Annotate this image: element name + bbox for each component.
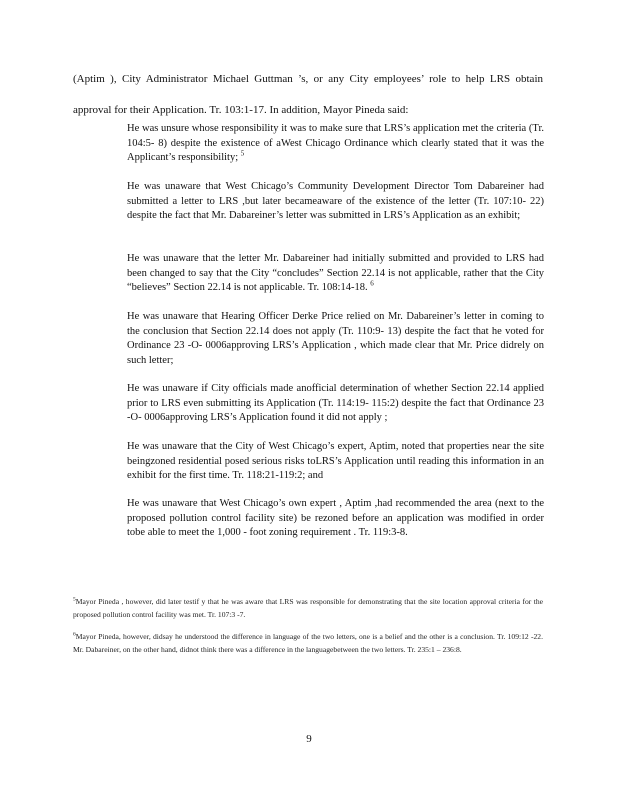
- footnote-text: Mayor Pineda, however, didsay he understood the difference in language of the two letters, one is a belief and the other is a conclusion. Tr. 109:12 -22. Mr. Dabareiner, on the other hand, didnot think there was a difference in the languagebetween the two letters. Tr. 235:1 – 236:8.: [73, 632, 543, 654]
- bullet-icon: [106, 122, 127, 166]
- bullet-text-content: He was unaware that West Chicago’s own expert , Aptim ,had recommended the area (next to the proposed pollution control facility site) be rezoned before an application was modified in order tobe able to meet the 1,000 - foot zoning requirement . Tr. 119:3-8.: [127, 498, 544, 538]
- footnote-text: Mayor Pineda , however, did later testif y that he was aware that LRS was responsible for demonstrating that the site location approval criteria for the proposed pollution control facility was met. Tr. 107:3 -7.: [73, 597, 543, 619]
- bullet-item: [106, 310, 544, 368]
- bullet-icon: [106, 497, 127, 541]
- bullet-text: [127, 497, 544, 541]
- bullet-text: [127, 382, 544, 426]
- footnote: [73, 631, 543, 656]
- footnote-number: 5: [73, 596, 76, 603]
- bullet-text: [127, 252, 544, 296]
- bullet-text: [127, 310, 544, 368]
- bullet-text-content: He was unsure whose responsibility it was to make sure that LRS’s application met the criteria (Tr. 104:5- 8) despite the existence of aWest Chicago Ordinance which clearly stated that it was the Applicant’s responsibility;: [127, 123, 544, 163]
- bullet-item: [106, 252, 544, 296]
- bullet-item: [106, 440, 544, 484]
- bullet-text: [127, 180, 544, 224]
- bullet-icon: [106, 180, 127, 224]
- page-number: 9: [306, 733, 312, 745]
- bullet-text: [127, 122, 544, 166]
- bullet-text-content: He was unaware that the City of West Chicago’s expert, Aptim, noted that properties near the site beingzoned residential posed serious risks toLRS’s Application until reading this information in an exhibit for the first time. Tr. 118:21-119:2; and: [127, 441, 544, 481]
- intro-line-1: (Aptim ), City Administrator Michael Guttman ’s, or any City employees’ role to help LRS obtain: [73, 73, 543, 85]
- bullet-icon: [106, 440, 127, 484]
- footnotes-section: [73, 596, 543, 666]
- bullet-text-content: He was unaware if City officials made anofficial determination of whether Section 22.14 applied prior to LRS even submitting its Application (Tr. 114:19- 115:2) despite the fact that Ordinance 23 -O- 0006approving LRS’s Application found it did not apply ;: [127, 383, 544, 423]
- bullet-item: [106, 180, 544, 224]
- footnote-reference: 5: [240, 149, 245, 158]
- bullet-text-content: He was unaware that the letter Mr. Dabareiner had initially submitted and provided to LRS had been changed to say that the City “concludes” Section 22.14 is not applicable, rather that the City “believes” Section 22.14 is not applicable. Tr. 108:14-18.: [127, 253, 544, 293]
- footnote-number: 6: [73, 631, 76, 638]
- bullet-item: [106, 382, 544, 426]
- bullet-text-content: He was unaware that Hearing Officer Derke Price relied on Mr. Dabareiner’s letter in coming to the conclusion that Section 22.14 does not apply (Tr. 110:9- 13) despite the fact that he voted for Ordinance 23 -O- 0006approving LRS’s Application , which made clear that Mr. Price didrely on such letter;: [127, 311, 544, 366]
- bullet-icon: [106, 252, 127, 296]
- bullet-item: [106, 122, 544, 166]
- bullet-icon: [106, 310, 127, 368]
- intro-paragraph: [73, 64, 543, 126]
- intro-line-2: approval for their Application. Tr. 103:1-17. In addition, Mayor Pineda said:: [73, 104, 409, 116]
- bullet-text: [127, 440, 544, 484]
- bullet-item: [106, 497, 544, 541]
- bullet-icon: [106, 382, 127, 426]
- footnote-reference: 6: [370, 279, 374, 288]
- footnote: [73, 596, 543, 621]
- bullet-text-content: He was unaware that West Chicago’s Community Development Director Tom Dabareiner had submitted a letter to LRS ,but later becameaware of the existence of the letter (Tr. 107:10- 22) despite the fact that Mr. Dabareiner’s letter was submitted in LRS’s Application as an exhibit;: [127, 181, 544, 221]
